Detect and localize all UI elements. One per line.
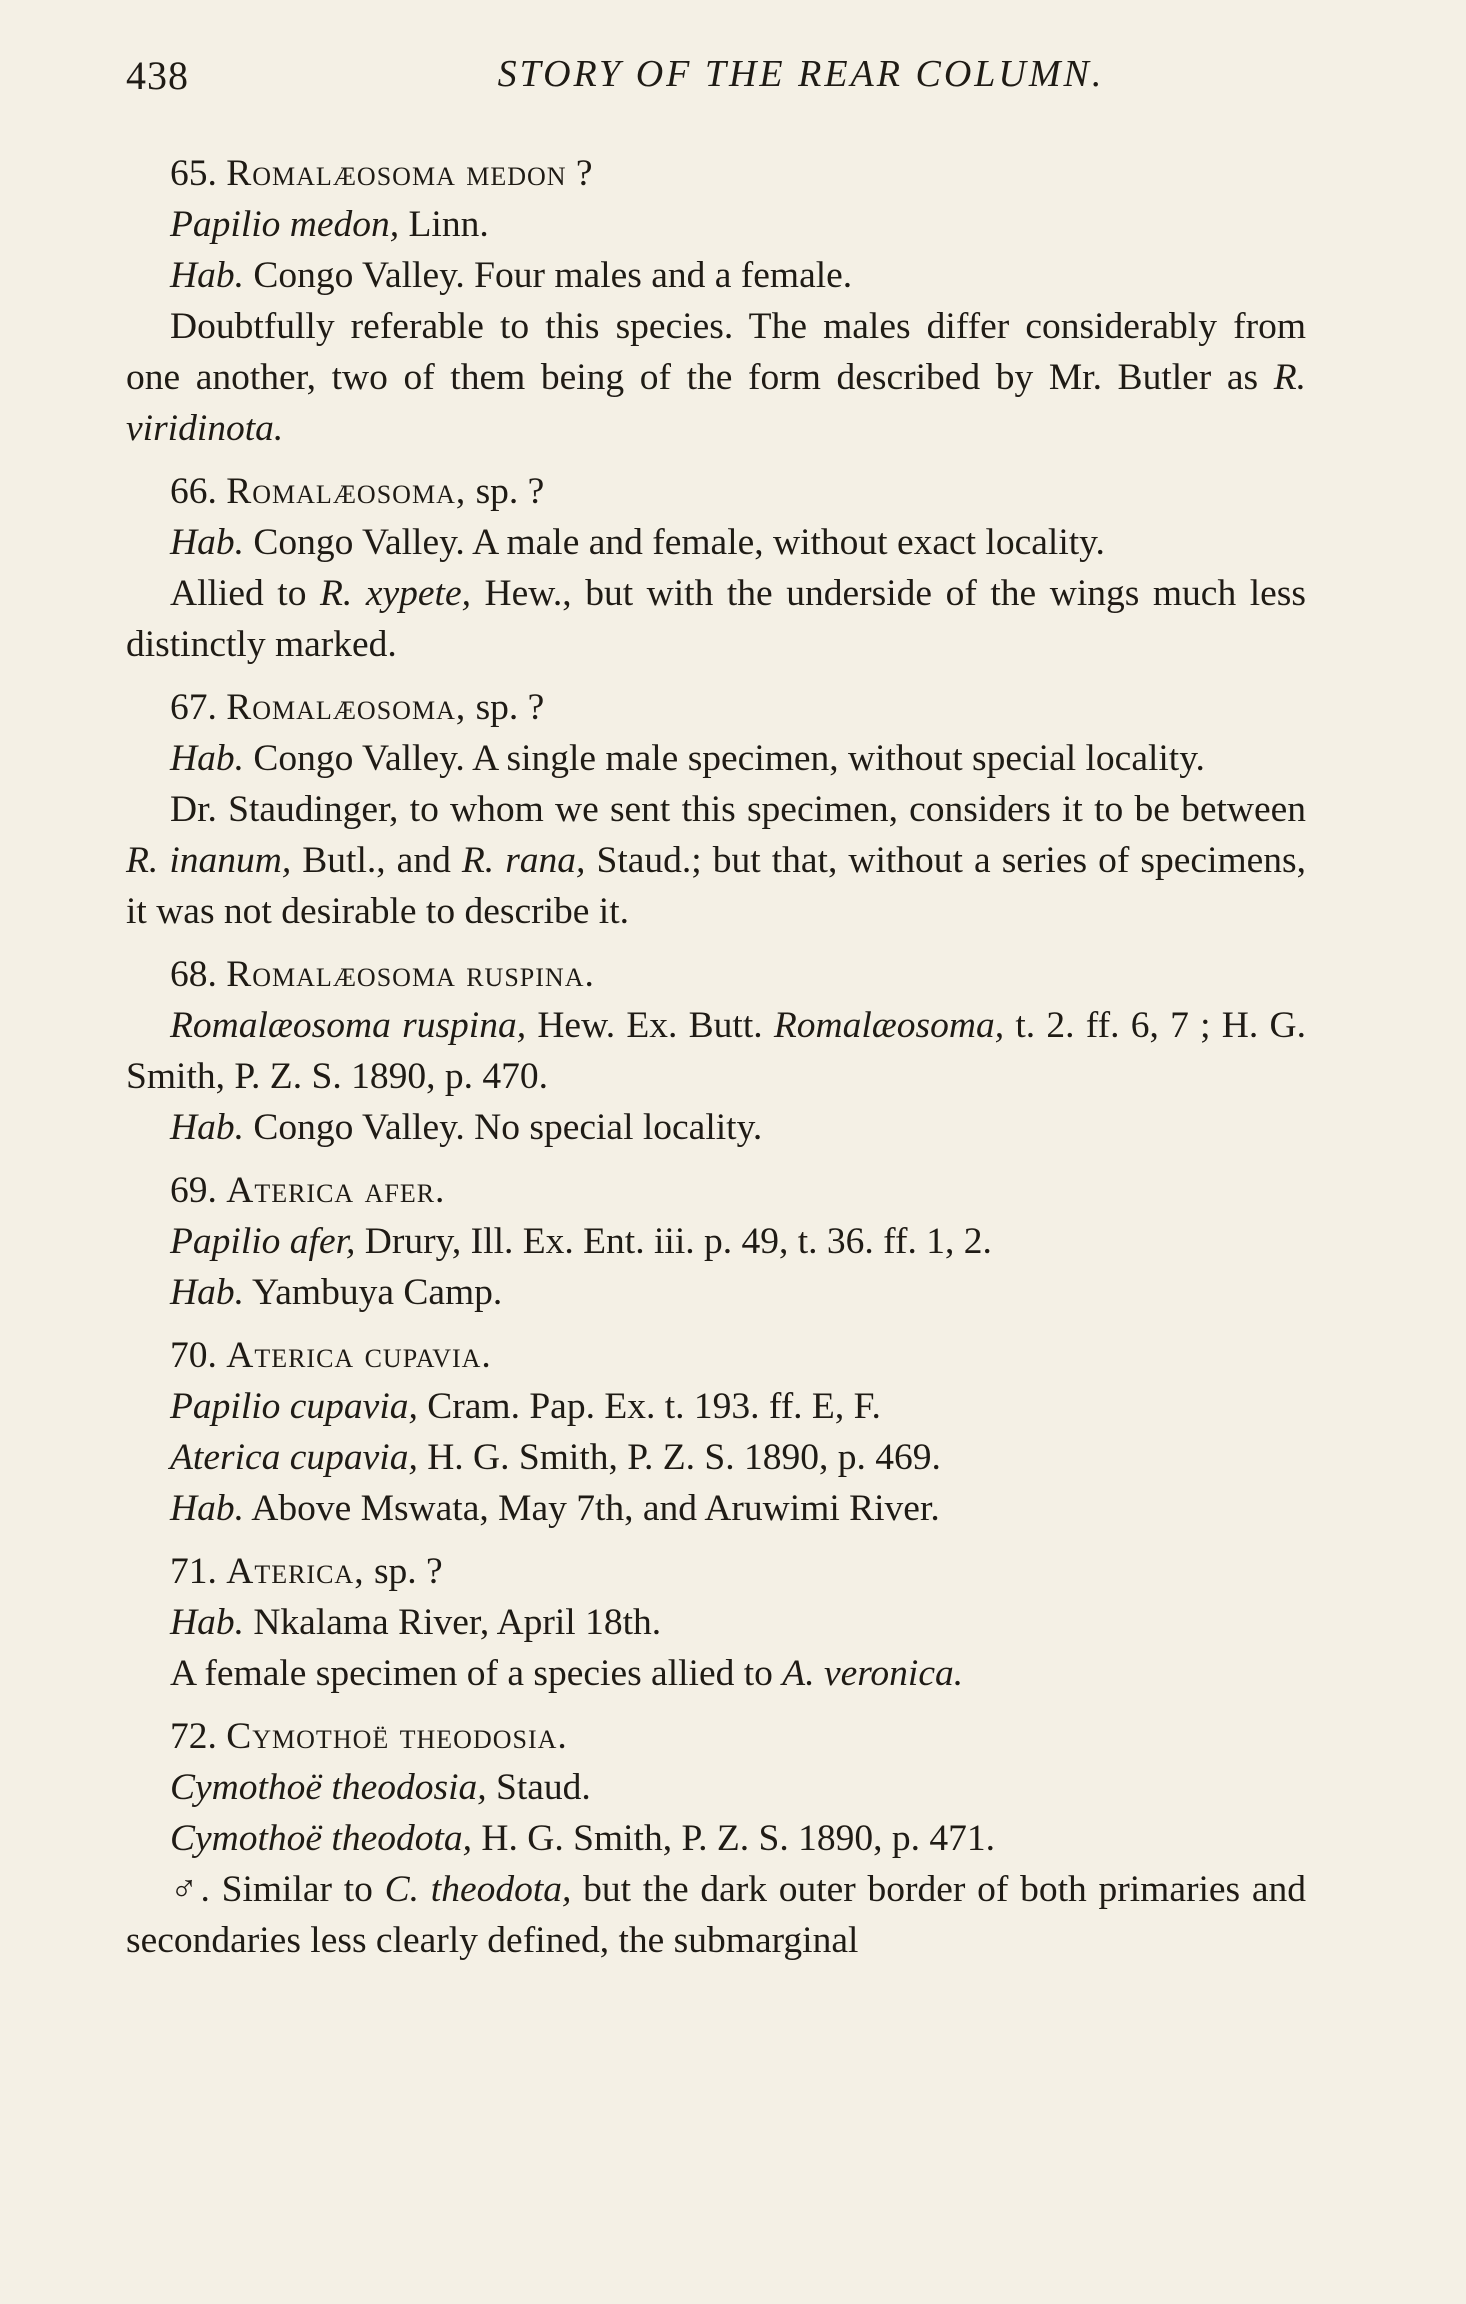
- italic-text: Romalæosoma,: [773, 1005, 1005, 1046]
- roman-text: Allied to: [170, 573, 321, 614]
- species-entry: [126, 466, 1306, 670]
- species-name: Aterica cupavia.: [226, 1335, 492, 1376]
- entry-number: 72.: [170, 1716, 217, 1757]
- entry-number: 69.: [170, 1170, 217, 1211]
- roman-text: H. G. Smith, P. Z. S. 1890, p. 469.: [417, 1437, 941, 1478]
- italic-text: Papilio cupavia,: [170, 1386, 418, 1427]
- running-title: STORY OF THE REAR COLUMN.: [497, 53, 1105, 95]
- entry-line: [126, 784, 1306, 937]
- entry-line: [126, 1267, 1306, 1318]
- entry-heading: [126, 466, 1306, 517]
- entry-heading: [126, 148, 1306, 199]
- species-name: Romalæosoma,: [226, 687, 467, 728]
- roman-text: t. 2. ff. 6, 7 ; H. G. Smith, P. Z. S. 1890, p. 470.: [126, 1005, 1306, 1097]
- species-entry: [126, 1165, 1306, 1318]
- roman-text: Above Mswata, May 7th, and Aruwimi River.: [243, 1488, 940, 1529]
- roman-text: Butl., and: [291, 840, 462, 881]
- entry-line: [126, 199, 1306, 250]
- italic-text: R. inanum,: [126, 840, 292, 881]
- entry-line: [126, 1000, 1306, 1102]
- entry-line: [126, 1216, 1306, 1267]
- italic-text: A. veronica.: [782, 1653, 964, 1694]
- species-name: Romalæosoma,: [226, 471, 467, 512]
- roman-text: Cram. Pap. Ex. t. 193. ff. E, F.: [417, 1386, 881, 1427]
- roman-text: Drury, Ill. Ex. Ent. iii. p. 49, t. 36. ff. 1, 2.: [355, 1221, 992, 1262]
- roman-text: Congo Valley. A single male specimen, without special locality.: [243, 738, 1205, 779]
- italic-text: C. theodota,: [384, 1869, 572, 1910]
- species-entry: [126, 1546, 1306, 1699]
- italic-text: Hab.: [170, 1272, 244, 1313]
- italic-text: Hab.: [170, 522, 244, 563]
- roman-text: Nkalama River, April 18th.: [243, 1602, 662, 1643]
- entry-line: [126, 517, 1306, 568]
- species-entry: [126, 148, 1306, 454]
- entry-line: [126, 301, 1306, 454]
- roman-text: Doubtfully referable to this species. The males differ considerably from one another, two of them being of the form described by Mr. Butler as: [126, 306, 1306, 398]
- entry-line: [126, 1762, 1306, 1813]
- roman-text: H. G. Smith, P. Z. S. 1890, p. 471.: [472, 1818, 996, 1859]
- species-entry: [126, 1711, 1306, 1966]
- roman-text: Dr. Staudinger, to whom we sent this specimen, considers it to be between: [170, 789, 1306, 830]
- italic-text: Hab.: [170, 738, 244, 779]
- italic-text: Papilio afer,: [170, 1221, 356, 1262]
- entry-line: [126, 250, 1306, 301]
- entry-line: [126, 1381, 1306, 1432]
- italic-text: Hab.: [170, 1488, 244, 1529]
- entry-line: [126, 1102, 1306, 1153]
- heading-suffix: sp. ?: [466, 471, 545, 512]
- roman-text: Staud.: [486, 1767, 591, 1808]
- entry-number: 66.: [170, 471, 217, 512]
- entry-line: [126, 1432, 1306, 1483]
- roman-text: Hew. Ex. Butt.: [526, 1005, 774, 1046]
- entry-number: 68.: [170, 954, 217, 995]
- italic-text: Romalæosoma ruspina,: [170, 1005, 527, 1046]
- species-name: Cymothoë theodosia.: [226, 1716, 568, 1757]
- roman-text: Congo Valley. No special locality.: [243, 1107, 763, 1148]
- species-name: Romalæosoma medon: [226, 153, 567, 194]
- italic-text: Cymothoë theodota,: [170, 1818, 473, 1859]
- entry-heading: [126, 682, 1306, 733]
- entry-heading: [126, 949, 1306, 1000]
- entry-number: 70.: [170, 1335, 217, 1376]
- roman-text: Congo Valley. A male and female, without exact locality.: [243, 522, 1105, 563]
- heading-suffix: ?: [566, 153, 593, 194]
- heading-suffix: sp. ?: [466, 687, 545, 728]
- entry-line: [126, 1813, 1306, 1864]
- species-name: Romalæosoma ruspina.: [226, 954, 595, 995]
- italic-text: ♂: [170, 1869, 201, 1910]
- entry-heading: [126, 1165, 1306, 1216]
- italic-text: Hab.: [170, 1107, 244, 1148]
- roman-text: Staud.; but that, without a series of specimens, it was not desirable to describe it.: [126, 840, 1307, 932]
- italic-text: R. xypete,: [320, 573, 471, 614]
- italic-text: Hab.: [170, 1602, 244, 1643]
- roman-text: . Similar to: [200, 1869, 385, 1910]
- entry-number: 65.: [170, 153, 217, 194]
- entry-line: [126, 1597, 1306, 1648]
- roman-text: but the dark outer border of both primaries and secondaries less clearly defined, the submarginal: [126, 1869, 1306, 1961]
- italic-text: Hab.: [170, 255, 244, 296]
- entry-heading: [126, 1330, 1306, 1381]
- roman-text: Hew., but with the underside of the wings much less distinctly marked.: [126, 573, 1306, 665]
- page-body: [126, 148, 1306, 1978]
- entry-line: [126, 1648, 1306, 1699]
- roman-text: Yambuya Camp.: [243, 1272, 503, 1313]
- species-name: Aterica,: [226, 1551, 365, 1592]
- species-entry: [126, 949, 1306, 1153]
- italic-text: R. rana,: [461, 840, 586, 881]
- roman-text: A female specimen of a species allied to: [170, 1653, 783, 1694]
- entry-heading: [126, 1546, 1306, 1597]
- entry-number: 67.: [170, 687, 217, 728]
- species-name: Aterica afer.: [226, 1170, 446, 1211]
- roman-text: Congo Valley. Four males and a female.: [243, 255, 853, 296]
- entry-number: 71.: [170, 1551, 217, 1592]
- italic-text: Papilio medon,: [170, 204, 400, 245]
- roman-text: Linn.: [399, 204, 489, 245]
- entry-line: [126, 733, 1306, 784]
- page-header: [126, 52, 1346, 112]
- page-number: 438: [126, 53, 189, 98]
- entry-line: [126, 1864, 1306, 1966]
- italic-text: Aterica cupavia,: [170, 1437, 418, 1478]
- entry-heading: [126, 1711, 1306, 1762]
- italic-text: Cymothoë theodosia,: [170, 1767, 487, 1808]
- entry-line: [126, 1483, 1306, 1534]
- entry-line: [126, 568, 1306, 670]
- italic-text: R. viridinota.: [126, 357, 1306, 449]
- species-entry: [126, 682, 1306, 937]
- heading-suffix: sp. ?: [364, 1551, 443, 1592]
- species-entry: [126, 1330, 1306, 1534]
